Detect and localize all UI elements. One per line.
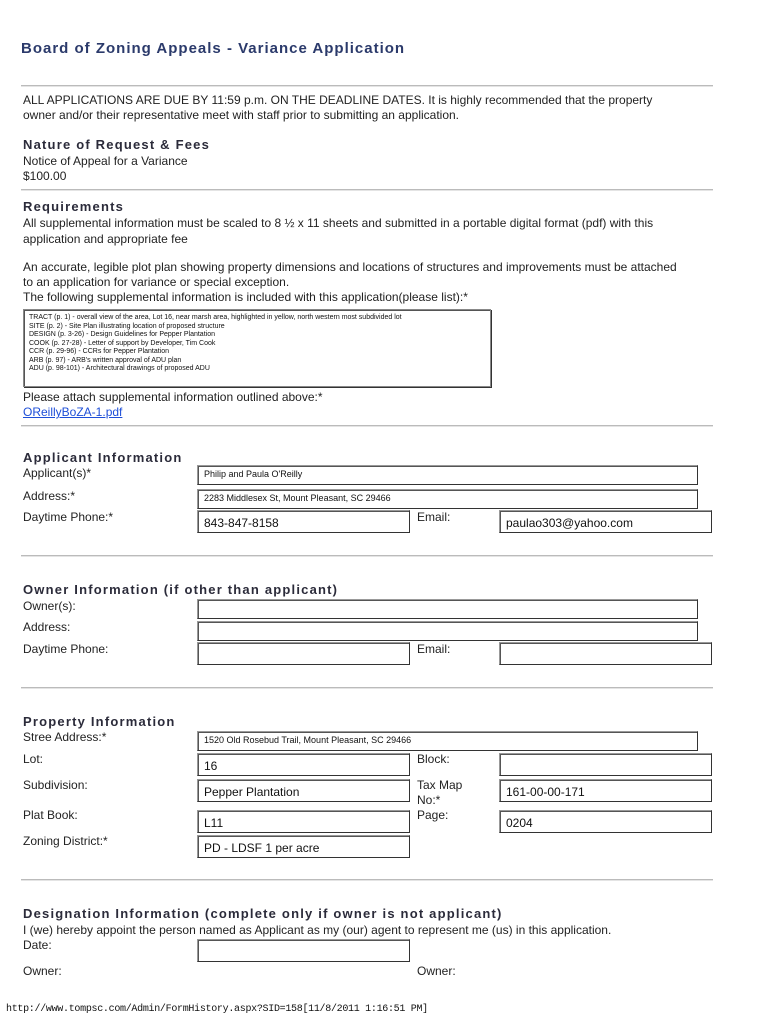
lot-input[interactable]: 16 <box>197 753 410 776</box>
nature-heading: Nature of Request & Fees <box>23 137 211 152</box>
owner-email-label: Email: <box>417 642 451 656</box>
owner-address-input[interactable] <box>197 621 698 641</box>
street-input[interactable]: 1520 Old Rosebud Trail, Mount Pleasant, SC 29466 <box>197 731 698 751</box>
property-heading: Property Information <box>23 714 176 729</box>
lot-label: Lot: <box>23 752 44 766</box>
owner-signature-label-right: Owner: <box>417 964 456 978</box>
owner-phone-label: Daytime Phone: <box>23 642 109 656</box>
requirements-heading: Requirements <box>23 199 125 214</box>
owner-signature-label-left: Owner: <box>23 964 62 978</box>
applicant-phone-input[interactable]: 843-847-8158 <box>197 510 410 533</box>
page-label: Page: <box>417 808 449 822</box>
applicant-email-label: Email: <box>417 510 451 524</box>
page-input[interactable]: 0204 <box>499 810 712 833</box>
date-input[interactable] <box>197 939 410 962</box>
owner-address-label: Address: <box>23 620 71 634</box>
subdivision-label: Subdivision: <box>23 778 88 792</box>
attachment-link[interactable]: OReillyBoZA-1.pdf <box>23 405 123 419</box>
page-title: Board of Zoning Appeals - Variance Application <box>21 40 406 57</box>
street-label: Stree Address:* <box>23 730 107 744</box>
divider <box>21 425 713 427</box>
taxmap-label-line-1: Tax Map <box>417 778 463 792</box>
taxmap-label-line-2: No:* <box>417 793 441 807</box>
owner-email-input[interactable] <box>499 642 712 665</box>
owners-input[interactable] <box>197 599 698 619</box>
requirements-p1-line-1: All supplemental information must be scaled to 8 ½ x 11 sheets and submitted in a portable digital format (pdf) with this <box>23 216 654 230</box>
owner-phone-input[interactable] <box>197 642 410 665</box>
divider <box>21 879 713 881</box>
date-label: Date: <box>23 938 52 952</box>
supplemental-item: SITE (p. 2) - Site Plan illustrating location of proposed structure <box>29 322 225 330</box>
supplemental-item: COOK (p. 27-28) - Letter of support by Developer, Tim Cook <box>29 339 216 347</box>
supplemental-item: ADU (p. 98-101) - Architectural drawings of proposed ADU <box>29 365 210 372</box>
designation-statement: I (we) hereby appoint the person named as Applicant as my (our) agent to represent me (us) in this application. <box>23 923 612 937</box>
requirements-p2-line-1: An accurate, legible plot plan showing property dimensions and locations of structures and improvements must be attached <box>23 260 677 274</box>
taxmap-label <box>417 778 462 808</box>
applicant-address-label: Address:* <box>23 489 76 503</box>
supplemental-item: DESIGN (p. 3-26) - Design Guidelines for Pepper Plantation <box>29 331 215 338</box>
applicant-email-input[interactable]: paulao303@yahoo.com <box>499 510 712 533</box>
applicant-heading: Applicant Information <box>23 450 183 465</box>
divider <box>21 189 713 191</box>
designation-heading: Designation Information (complete only if owner is not applicant) <box>23 906 503 921</box>
supplemental-info-textarea[interactable] <box>23 309 491 387</box>
zoning-label: Zoning District:* <box>23 834 108 848</box>
platbook-label: Plat Book: <box>23 808 78 822</box>
taxmap-input[interactable]: 161-00-00-171 <box>499 779 712 802</box>
nature-fee: $100.00 <box>23 169 67 183</box>
divider <box>21 687 713 689</box>
zoning-input[interactable]: PD - LDSF 1 per acre <box>197 835 410 858</box>
owners-label: Owner(s): <box>23 599 76 613</box>
intro-line-1: ALL APPLICATIONS ARE DUE BY 11:59 p.m. ON THE DEADLINE DATES. It is highly recommended that the property <box>23 93 653 107</box>
supplemental-item: CCR (p. 29-96) - CCRs for Pepper Plantation <box>29 348 170 355</box>
supplemental-item: ARB (p. 97) - ARB's written approval of ADU plan <box>29 356 182 364</box>
applicants-input[interactable]: Philip and Paula O'Reilly <box>197 465 698 485</box>
supplemental-item: TRACT (p. 1) - overall view of the area, Lot 16, near marsh area, highlighted in yellow, north western most subdivided lot <box>29 314 402 321</box>
owner-heading: Owner Information (if other than applicant) <box>23 582 339 597</box>
block-label: Block: <box>417 752 450 766</box>
applicant-phone-label: Daytime Phone:* <box>23 510 114 524</box>
intro-line-2: owner and/or their representative meet with staff prior to submitting an application. <box>23 108 460 122</box>
subdivision-input[interactable]: Pepper Plantation <box>197 779 410 802</box>
requirements-p2-line-2: to an application for variance or special exception. <box>23 275 290 289</box>
requirements-p2-line-3: The following supplemental information is included with this application(please list):* <box>23 290 468 304</box>
applicants-label: Applicant(s)* <box>23 466 92 480</box>
nature-request: Notice of Appeal for a Variance <box>23 154 188 168</box>
platbook-input[interactable]: L11 <box>197 810 410 833</box>
attach-label: Please attach supplemental information outlined above:* <box>23 390 323 404</box>
applicant-address-input[interactable]: 2283 Middlesex St, Mount Pleasant, SC 29466 <box>197 489 698 509</box>
page-footer-url: http://www.tompsc.com/Admin/FormHistory.aspx?SID=158[11/8/2011 1:16:51 PM] <box>6 1004 428 1015</box>
requirements-p1-line-2: application and appropriate fee <box>23 232 188 246</box>
divider <box>21 555 713 557</box>
divider <box>21 85 713 87</box>
block-input[interactable] <box>499 753 712 776</box>
